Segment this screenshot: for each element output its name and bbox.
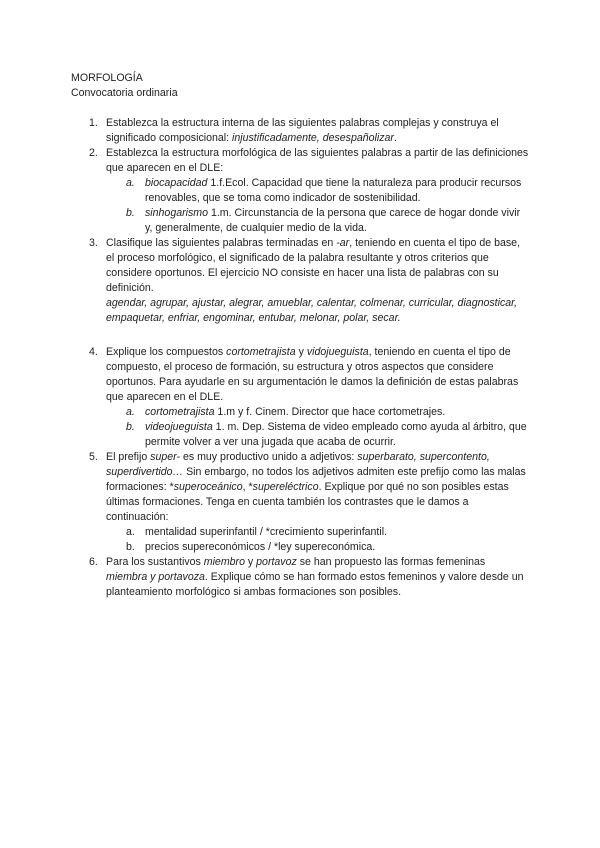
question-number: 4. — [89, 346, 98, 358]
question-1 — [89, 116, 529, 146]
question-3 — [89, 236, 529, 326]
contrast-item: a. mentalidad superinfantil / *crecimiento superinfantil. — [126, 526, 388, 538]
page-title: MORFOLOGÍA — [71, 72, 143, 84]
question-2 — [89, 146, 529, 236]
question-text: Establezca la estructura morfológica de las siguientes palabras a partir de las definiciones que aparecen en el DLE: — [106, 147, 529, 174]
question-text: Explique los compuestos cortometrajista y vidojueguista, teniendo en cuenta el tipo de compuesto, el proceso de formación, su estructura y otros aspectos que considere oportunos. Para ayudarle en su argumentación le damos la definición de estas palabras que aparecen en el DLE. — [106, 346, 519, 403]
definition-list — [106, 176, 529, 236]
question-4 — [89, 345, 529, 450]
page-subtitle: Convocatoria ordinaria — [71, 87, 178, 99]
question-text: Para los sustantivos miembro y portavoz se han propuesto las formas femeninas miembra y portavoza. Explique cómo se han formado estos femeninos y valore desde un planteamiento morfológico si ambas formaciones son posibles. — [106, 556, 524, 598]
spacer — [89, 326, 529, 345]
definition-item: b. videojueguista 1. m. Dep. Sistema de video empleado como ayuda al árbitro, que permite volver a ver una jugada que acaba de ocurrir. — [126, 421, 527, 448]
contrast-item: b. precios supereconómicos / *ley supereconómica. — [126, 541, 376, 553]
question-5 — [89, 450, 529, 555]
definition-list — [106, 405, 529, 450]
definition-item: b. sinhogarismo 1.m. Circunstancia de la persona que carece de hogar donde vivir y, generalmente, de cualquier medio de la vida. — [126, 207, 521, 234]
question-number: 6. — [89, 556, 98, 568]
document-header — [71, 71, 178, 101]
definition-item: a. cortometrajista 1.m y f. Cinem. Director que hace cortometrajes. — [126, 406, 446, 418]
question-number: 3. — [89, 237, 98, 249]
question-text: Clasifique las siguientes palabras terminadas en -ar, teniendo en cuenta el tipo de base, el proceso morfológico, el significado de la palabra resultante y otros criterios que considere oportunos. El ejercicio NO consiste en hacer una lista de palabras con su definición. — [106, 237, 521, 294]
question-number: 5. — [89, 451, 98, 463]
question-number: 2. — [89, 147, 98, 159]
question-text: Establezca la estructura interna de las siguientes palabras complejas y construya el significado composicional: injustificadamente, desespañolizar. — [106, 117, 499, 144]
word-list: agendar, agrupar, ajustar, alegrar, amueblar, calentar, colmenar, curricular, diagnosticar, empaquetar, enfriar, engominar, entubar, melonar, polar, secar. — [106, 297, 518, 324]
question-number: 1. — [89, 117, 98, 129]
question-text: El prefijo super- es muy productivo unido a adjetivos: superbarato, supercontento, superdivertido… Sin embargo, no todos los adjetivos admiten este prefijo como las malas formaciones: *superoceánico, *supereléctrico. Explique por qué no son posibles estas últimas formaciones. Tenga en cuenta también los contrastes que le damos a continuación: — [106, 451, 526, 523]
contrast-list — [106, 525, 529, 555]
question-6 — [89, 555, 529, 600]
question-list — [89, 116, 529, 600]
definition-item: a. biocapacidad 1.f.Ecol. Capacidad que tiene la naturaleza para producir recursos renovables, que se toma como indicador de sostenibilidad. — [126, 177, 522, 204]
